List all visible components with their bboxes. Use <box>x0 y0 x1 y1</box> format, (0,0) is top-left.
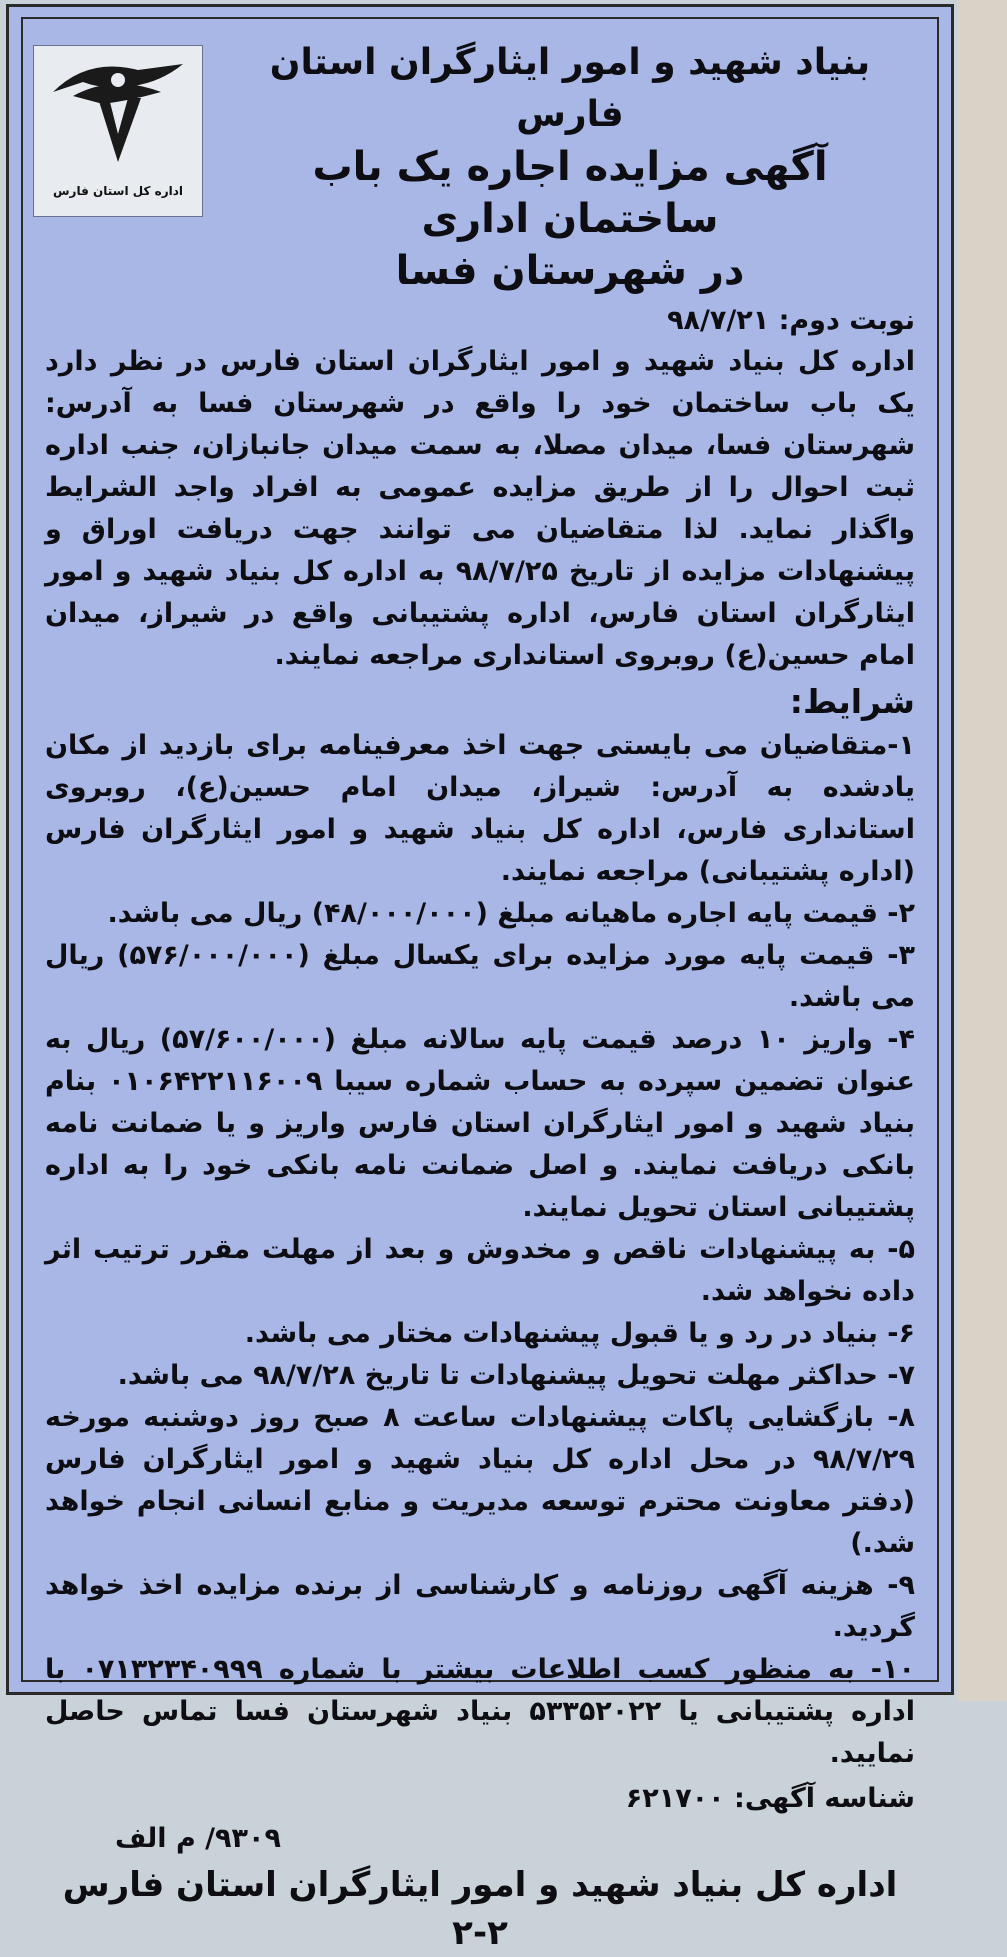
logo-caption: اداره کل استان فارس <box>53 184 183 198</box>
ad-code <box>45 1819 915 1859</box>
title-line-2: آگهی مزایده اجاره یک باب ساختمان اداری <box>312 144 828 242</box>
condition-item: ۴- واریز ۱۰ درصد قیمت پایه سالانه مبلغ (۵۷/۶۰۰/۰۰۰) ریال به عنوان تضمین سپرده به حساب شماره سیبا ۰۱۰۶۴۲۲۱۱۶۰۰۹ بنام بنیاد شهید و امور ایثارگران استان فارس واریز و یا ضمانت نامه بانکی دریافت نمایند. و اصل ضمانت نامه بانکی خود را به اداره پشتیبانی استان تحویل نمایند. <box>45 1024 915 1223</box>
intro-paragraph: اداره کل بنیاد شهید و امور ایثارگران استان فارس در نظر دارد یک باب ساختمان خود را واقع در شهرستان فسا به آدرس: شهرستان فسا، میدان مصلا، به سمت میدان جانبازان، جنب اداره ثبت احوال را از طریق مزایده عمومی به افراد واجد الشرایط واگذار نماید. لذا متقاضیان می توانند جهت دریافت اوراق و پیشنهادات مزایده از تاریخ ۹۸/۷/۲۵ به اداره کل بنیاد شهید و امور ایثارگران استان فارس، اداره پشتیبانی واقع در شیراز، میدان امام حسین(ع) روبروی استانداری مراجعه نمایند. <box>45 346 915 671</box>
publication-round: نوبت دوم: ۹۸/۷/۲۱ <box>667 305 915 336</box>
condition-item: ۲- قیمت پایه اجاره ماهیانه مبلغ (۴۸/۰۰۰/۰۰۰) ریال می باشد. <box>107 898 915 929</box>
title-line-3: در شهرستان فسا <box>395 248 745 294</box>
page-edge <box>957 0 1007 1701</box>
condition-item: ۶- بنیاد در رد و یا قبول پیشنهادات مختار می باشد. <box>244 1318 915 1349</box>
organization-logo <box>33 45 203 217</box>
condition-item: ۹- هزینه آگهی روزنامه و کارشناسی از برنده مزایده اخذ خواهد گردید. <box>45 1570 915 1643</box>
footer-signature: اداره کل بنیاد شهید و امور ایثارگران استان فارس ۲-۲ <box>62 1865 898 1953</box>
ad-code-text: ۹۳۰۹/ م الف <box>115 1823 281 1854</box>
title-line-1: بنیاد شهید و امور ایثارگران استان فارس <box>269 42 871 135</box>
ad-identifier: شناسه آگهی: ۶۲۱۷۰۰ <box>625 1783 915 1814</box>
condition-item: ۱۰- به منظور کسب اطلاعات بیشتر با شماره ۰۷۱۳۲۳۴۰۹۹۹ با اداره پشتیبانی یا ۵۳۳۵۲۰۲۲ بنیاد شهرستان فسا تماس حاصل نمایید. <box>45 1654 915 1769</box>
condition-item: ۵- به پیشنهادات ناقص و مخدوش و بعد از مهلت مقرر ترتیب اثر داده نخواهد شد. <box>45 1234 915 1307</box>
announcement-title <box>225 37 915 297</box>
condition-item: ۱-متقاضیان می بایستی جهت اخذ معرفینامه برای بازدید از مکان یادشده به آدرس: شیراز، میدان امام حسین(ع)، روبروی استانداری فارس، اداره کل بنیاد شهید و امور ایثارگران فارس (اداره پشتیبانی) مراجعه نمایند. <box>45 730 915 887</box>
condition-item: ۸- بازگشایی پاکات پیشنهادات ساعت ۸ صبح روز دوشنبه مورخه ۹۸/۷/۲۹ در محل اداره کل بنیاد شهید و امور ایثارگران فارس (دفتر معاونت محترم توسعه مدیریت و منابع انسانی انجام خواهد شد.) <box>45 1402 915 1559</box>
condition-item: ۷- حداکثر مهلت تحویل پیشنهادات تا تاریخ ۹۸/۷/۲۸ می باشد. <box>117 1360 915 1391</box>
advertisement-body <box>21 17 939 1953</box>
condition-item: ۳- قیمت پایه مورد مزایده برای یکسال مبلغ (۵۷۶/۰۰۰/۰۰۰) ریال می باشد. <box>45 940 915 1013</box>
logo-emblem-icon <box>43 52 193 182</box>
conditions-heading: شرایط: <box>789 682 915 721</box>
advertisement-frame <box>6 4 954 1953</box>
